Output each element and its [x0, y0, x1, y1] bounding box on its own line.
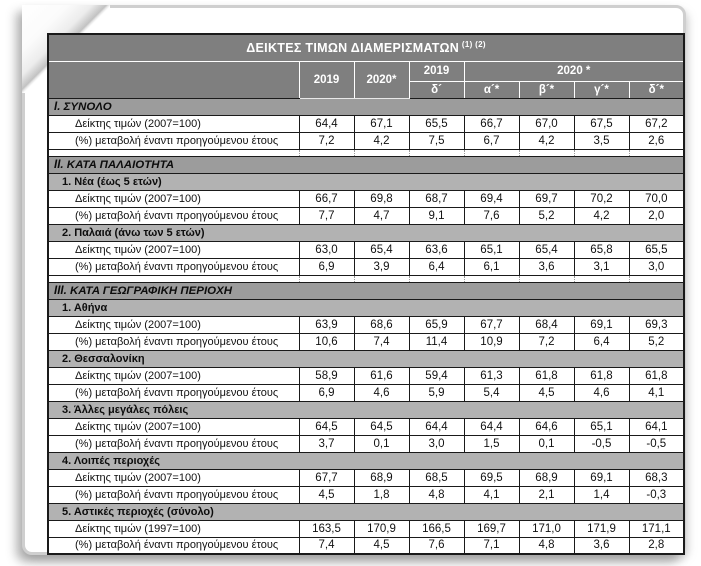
value-cell: 61,8: [629, 367, 684, 384]
value-cell: 66,7: [464, 115, 519, 132]
title-row: [48, 34, 684, 61]
value-cell: 65,1: [574, 418, 629, 435]
value-cell: 64,4: [409, 418, 464, 435]
data-row-label: Δείκτης τιμών (2007=100): [48, 190, 299, 207]
value-cell: 68,4: [519, 316, 574, 333]
value-cell: 171,1: [629, 520, 684, 537]
value-cell: 68,3: [629, 469, 684, 486]
value-cell: 7,4: [299, 537, 354, 554]
subsection-label: 5. Αστικές περιοχές (σύνολο): [48, 503, 684, 520]
value-cell: 0,1: [519, 435, 574, 452]
subsection-label: 4. Λοιπές περιοχές: [48, 452, 684, 469]
data-row-label: Δείκτης τιμών (2007=100): [48, 469, 299, 486]
spacer-cell: [519, 275, 574, 282]
value-cell: 3,6: [574, 537, 629, 554]
value-cell: 4,6: [574, 384, 629, 401]
subsection-label: 1. Αθήνα: [48, 299, 684, 316]
value-cell: 3,0: [629, 258, 684, 275]
value-cell: 4,8: [519, 537, 574, 554]
title-footnote-refs: (1) (2): [461, 40, 486, 50]
value-cell: 6,4: [574, 333, 629, 350]
value-cell: 68,9: [354, 469, 409, 486]
value-cell: 58,9: [299, 367, 354, 384]
value-cell: 64,5: [354, 418, 409, 435]
value-cell: 4,8: [409, 486, 464, 503]
subsection-row: [48, 350, 684, 367]
value-cell: 65,9: [409, 316, 464, 333]
data-row: [48, 316, 684, 333]
value-cell: 68,6: [354, 316, 409, 333]
spacer-row: [48, 275, 684, 282]
spacer-cell: [629, 149, 684, 156]
data-row: [48, 435, 684, 452]
value-cell: 69,3: [629, 316, 684, 333]
value-cell: -0,5: [574, 435, 629, 452]
value-cell: 1,5: [464, 435, 519, 452]
value-cell: 3,7: [299, 435, 354, 452]
value-cell: -0,3: [629, 486, 684, 503]
data-row: [48, 367, 684, 384]
value-cell: 64,4: [464, 418, 519, 435]
table-title-text: ΔΕΙΚΤΕΣ ΤΙΜΩΝ ΔΙΑΜΕΡΙΣΜΑΤΩΝ: [246, 41, 460, 56]
value-cell: 6,1: [464, 258, 519, 275]
value-cell: 65,5: [409, 115, 464, 132]
table-body: [48, 98, 684, 554]
value-cell: 170,9: [354, 520, 409, 537]
value-cell: 67,0: [519, 115, 574, 132]
section-row: [48, 282, 684, 299]
subsection-row: [48, 173, 684, 190]
value-cell: 4,5: [519, 384, 574, 401]
subsection-row: [48, 224, 684, 241]
data-row-label: Δείκτης τιμών (2007=100): [48, 115, 299, 132]
value-cell: 10,6: [299, 333, 354, 350]
data-row: [48, 258, 684, 275]
value-cell: 69,7: [519, 190, 574, 207]
data-row-label: Δείκτης τιμών (2007=100): [48, 418, 299, 435]
value-cell: 5,4: [464, 384, 519, 401]
data-row: [48, 486, 684, 503]
value-cell: 67,5: [574, 115, 629, 132]
value-cell: 3,5: [574, 132, 629, 149]
spacer-cell: [629, 275, 684, 282]
data-row: [48, 384, 684, 401]
spacer-cell: [464, 275, 519, 282]
value-cell: 7,1: [464, 537, 519, 554]
value-cell: 63,9: [299, 316, 354, 333]
value-cell: 69,1: [574, 316, 629, 333]
data-row-label: (%) μεταβολή έναντι προηγούμενου έτους: [48, 258, 299, 275]
value-cell: 0,1: [354, 435, 409, 452]
subsection-label: 2. Παλαιά (άνω των 5 ετών): [48, 224, 684, 241]
value-cell: 2,6: [629, 132, 684, 149]
value-cell: 68,9: [519, 469, 574, 486]
subsection-row: [48, 299, 684, 316]
value-cell: 171,0: [519, 520, 574, 537]
value-cell: 2,8: [629, 537, 684, 554]
column-header-2020-q1: α´*: [464, 81, 519, 98]
value-cell: 4,2: [354, 132, 409, 149]
data-row-label: Δείκτης τιμών (2007=100): [48, 367, 299, 384]
data-row-label: (%) μεταβολή έναντι προηγούμενου έτους: [48, 132, 299, 149]
section-label: II. ΚΑΤΑ ΠΑΛΑΙΟΤΗΤΑ: [48, 156, 684, 173]
value-cell: 64,4: [299, 115, 354, 132]
data-row-label: Δείκτης τιμών (1997=100): [48, 520, 299, 537]
data-row: [48, 537, 684, 554]
subsection-label: 3. Άλλες μεγάλες πόλεις: [48, 401, 684, 418]
spacer-cell: [48, 149, 299, 156]
column-header-2020-q4: δ´*: [629, 81, 684, 98]
value-cell: -0,5: [629, 435, 684, 452]
value-cell: 61,3: [464, 367, 519, 384]
data-row: [48, 520, 684, 537]
column-header-2020-q2: β´*: [519, 81, 574, 98]
value-cell: 59,4: [409, 367, 464, 384]
value-cell: 6,9: [299, 384, 354, 401]
value-cell: 70,2: [574, 190, 629, 207]
value-cell: 66,7: [299, 190, 354, 207]
value-cell: 7,2: [299, 132, 354, 149]
data-row: [48, 241, 684, 258]
data-row-label: (%) μεταβολή έναντι προηγούμενου έτους: [48, 435, 299, 452]
spacer-cell: [574, 275, 629, 282]
label-column-header: [48, 61, 299, 98]
value-cell: 171,9: [574, 520, 629, 537]
value-cell: 2,1: [519, 486, 574, 503]
value-cell: 4,6: [354, 384, 409, 401]
value-cell: 7,7: [299, 207, 354, 224]
value-cell: 4,7: [354, 207, 409, 224]
value-cell: 4,2: [574, 207, 629, 224]
subsection-row: [48, 503, 684, 520]
value-cell: 61,6: [354, 367, 409, 384]
value-cell: 68,7: [409, 190, 464, 207]
value-cell: 70,0: [629, 190, 684, 207]
section-label: III. ΚΑΤΑ ΓΕΩΓΡΑΦΙΚΗ ΠΕΡΙΟΧΗ: [48, 282, 684, 299]
data-row: [48, 418, 684, 435]
value-cell: 4,5: [354, 537, 409, 554]
data-row: [48, 132, 684, 149]
value-cell: 7,6: [409, 537, 464, 554]
data-row: [48, 115, 684, 132]
value-cell: 163,5: [299, 520, 354, 537]
spacer-cell: [299, 149, 354, 156]
spacer-cell: [464, 149, 519, 156]
value-cell: 63,6: [409, 241, 464, 258]
data-row-label: (%) μεταβολή έναντι προηγούμενου έτους: [48, 207, 299, 224]
value-cell: 67,2: [629, 115, 684, 132]
value-cell: 7,6: [464, 207, 519, 224]
value-cell: 7,5: [409, 132, 464, 149]
data-row-label: (%) μεταβολή έναντι προηγούμενου έτους: [48, 333, 299, 350]
column-header-2019-annual: 2019: [299, 61, 354, 98]
column-group-2019-quarter: 2019: [409, 61, 464, 81]
subsection-label: 2. Θεσσαλονίκη: [48, 350, 684, 367]
data-row-label: (%) μεταβολή έναντι προηγούμενου έτους: [48, 537, 299, 554]
value-cell: 65,8: [574, 241, 629, 258]
spacer-cell: [519, 149, 574, 156]
value-cell: 6,7: [464, 132, 519, 149]
value-cell: 65,4: [354, 241, 409, 258]
column-header-2020-q3: γ´*: [574, 81, 629, 98]
value-cell: 6,9: [299, 258, 354, 275]
value-cell: 5,9: [409, 384, 464, 401]
value-cell: 64,1: [629, 418, 684, 435]
data-row: [48, 333, 684, 350]
value-cell: 3,9: [354, 258, 409, 275]
document-page: [22, 5, 686, 555]
value-cell: 7,4: [354, 333, 409, 350]
column-header-2020-annual: 2020*: [354, 61, 409, 98]
value-cell: 166,5: [409, 520, 464, 537]
value-cell: 4,1: [629, 384, 684, 401]
value-cell: 69,4: [464, 190, 519, 207]
value-cell: 4,1: [464, 486, 519, 503]
spacer-cell: [574, 149, 629, 156]
value-cell: 65,5: [629, 241, 684, 258]
spacer-cell: [409, 149, 464, 156]
value-cell: 2,0: [629, 207, 684, 224]
value-cell: 65,4: [519, 241, 574, 258]
subsection-row: [48, 401, 684, 418]
section-label: I. ΣΥΝΟΛΟ: [48, 98, 684, 115]
data-row-label: (%) μεταβολή έναντι προηγούμενου έτους: [48, 486, 299, 503]
value-cell: 63,0: [299, 241, 354, 258]
value-cell: 65,1: [464, 241, 519, 258]
value-cell: 3,0: [409, 435, 464, 452]
subsection-label: 1. Νέα (έως 5 ετών): [48, 173, 684, 190]
value-cell: 4,2: [519, 132, 574, 149]
value-cell: 1,4: [574, 486, 629, 503]
spacer-cell: [409, 275, 464, 282]
value-cell: 4,5: [299, 486, 354, 503]
data-row: [48, 190, 684, 207]
value-cell: 68,5: [409, 469, 464, 486]
data-row: [48, 207, 684, 224]
section-row: [48, 156, 684, 173]
value-cell: 5,2: [519, 207, 574, 224]
spacer-cell: [48, 275, 299, 282]
spacer-cell: [299, 275, 354, 282]
value-cell: 5,2: [629, 333, 684, 350]
table-title: [48, 34, 684, 61]
value-cell: 11,4: [409, 333, 464, 350]
value-cell: 64,5: [299, 418, 354, 435]
value-cell: 64,6: [519, 418, 574, 435]
data-row-label: Δείκτης τιμών (2007=100): [48, 316, 299, 333]
value-cell: 67,1: [354, 115, 409, 132]
data-row-label: (%) μεταβολή έναντι προηγούμενου έτους: [48, 384, 299, 401]
section-row: [48, 98, 684, 115]
spacer-cell: [354, 149, 409, 156]
value-cell: 169,7: [464, 520, 519, 537]
subsection-row: [48, 452, 684, 469]
value-cell: 69,5: [464, 469, 519, 486]
spacer-row: [48, 149, 684, 156]
header-row-years: [48, 61, 684, 81]
data-row-label: Δείκτης τιμών (2007=100): [48, 241, 299, 258]
value-cell: 3,6: [519, 258, 574, 275]
value-cell: 10,9: [464, 333, 519, 350]
column-group-2020-quarters: 2020 *: [464, 61, 684, 81]
spacer-cell: [354, 275, 409, 282]
value-cell: 6,4: [409, 258, 464, 275]
value-cell: 9,1: [409, 207, 464, 224]
data-row: [48, 469, 684, 486]
column-header-2019-q4: δ´: [409, 81, 464, 98]
value-cell: 61,8: [574, 367, 629, 384]
value-cell: 67,7: [299, 469, 354, 486]
apartment-price-index-table: [47, 33, 685, 555]
value-cell: 61,8: [519, 367, 574, 384]
value-cell: 69,1: [574, 469, 629, 486]
value-cell: 67,7: [464, 316, 519, 333]
value-cell: 7,2: [519, 333, 574, 350]
value-cell: 3,1: [574, 258, 629, 275]
value-cell: 69,8: [354, 190, 409, 207]
value-cell: 1,8: [354, 486, 409, 503]
